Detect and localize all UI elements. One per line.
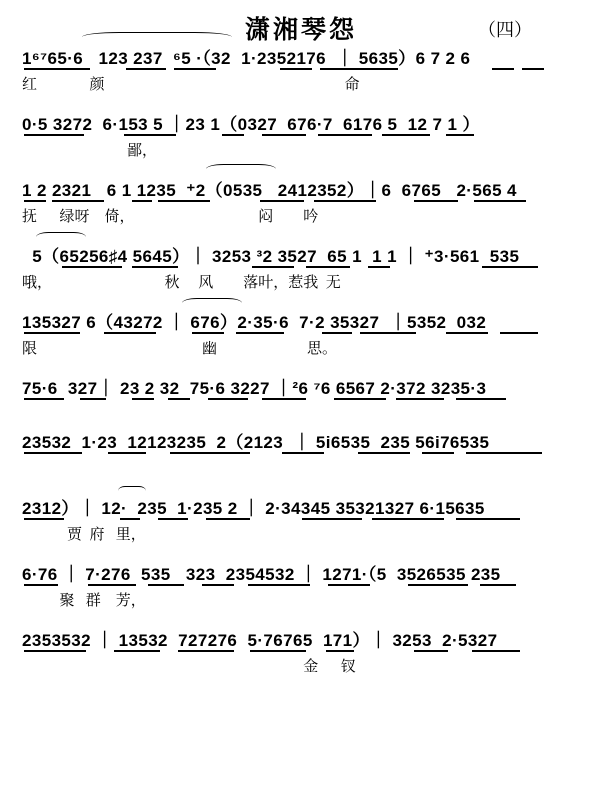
system-spacer	[22, 616, 580, 628]
notation-line: 75·6 327｜ 23 2 32 75·6 3227 ｜²6 ⁷6 6567 2·372 3235·3	[22, 379, 487, 398]
notation-line: 5（65256♯4 5645）｜ 3253 ³2 3527 65 1 1 1 ｜ ⁺3·561 535	[22, 247, 520, 266]
score-system	[22, 178, 580, 230]
score-system	[22, 310, 580, 362]
score-system	[22, 628, 580, 680]
notation-line: 23532 1·23 12123235 2（2123 ｜ 5i6535 235 56i76535	[22, 433, 490, 452]
score-system	[22, 112, 580, 164]
system-spacer	[22, 364, 580, 376]
notation-line: 0·5 3272 6·153 5 ｜23 1（0327 676·7 6176 5 12 7 1 ）	[22, 115, 480, 134]
lyrics-line	[22, 404, 580, 428]
score-system	[22, 376, 580, 428]
page-subtitle: （四）	[478, 20, 532, 40]
system-spacer	[22, 166, 580, 178]
page-header	[0, 0, 602, 46]
notation-line: 1⁶⁷65·6 123 237 ⁶5 ·（32 1·2352176 ｜ 5635）6 7 2 6	[22, 49, 471, 68]
system-spacer	[22, 232, 580, 244]
lyrics-line: 抚 绿呀 倚， 闷 吟	[22, 209, 319, 225]
notation-line: 2312）｜ 12· 235 1·235 2 ｜ 2·34345 35321327 6·15635	[22, 499, 485, 518]
system-spacer	[22, 298, 580, 310]
lyrics-line: 金 钗	[22, 659, 356, 675]
lyrics-line: 红 颜 命	[22, 77, 360, 93]
score-system	[22, 562, 580, 614]
notation-line: 6·76 ｜ 7·276 535 323 2354532 ｜ 1271·（5 3526535 235	[22, 565, 501, 584]
music-score	[0, 46, 602, 680]
notation-line: 1 2 2321 6 1 1235 ⁺2（0535 2412352）｜6 6765 2·565 4	[22, 181, 517, 200]
lyrics-line: 哦， 秋 风 落叶，惹我 无	[22, 275, 341, 291]
score-system	[22, 430, 580, 482]
system-spacer	[22, 100, 580, 112]
system-spacer	[22, 484, 580, 496]
score-system	[22, 46, 580, 98]
lyrics-line	[22, 458, 580, 482]
lyrics-line: 鄙，	[22, 143, 158, 159]
score-system	[22, 496, 580, 548]
system-spacer	[22, 550, 580, 562]
lyrics-line: 聚 群 芳，	[22, 593, 146, 609]
lyrics-line: 贾 府 里，	[22, 527, 146, 543]
notation-line: 2353532 ｜ 13532 727276 5·76765 171）｜ 3253 2·5327	[22, 631, 498, 650]
page-title: 潇湘琴怨	[244, 17, 357, 44]
notation-line: 135327 6（43272 ｜ 676）2·35·6 7·2 35327 ｜5352 032	[22, 313, 487, 332]
score-system	[22, 244, 580, 296]
lyrics-line: 限 幽 思。	[22, 341, 338, 357]
